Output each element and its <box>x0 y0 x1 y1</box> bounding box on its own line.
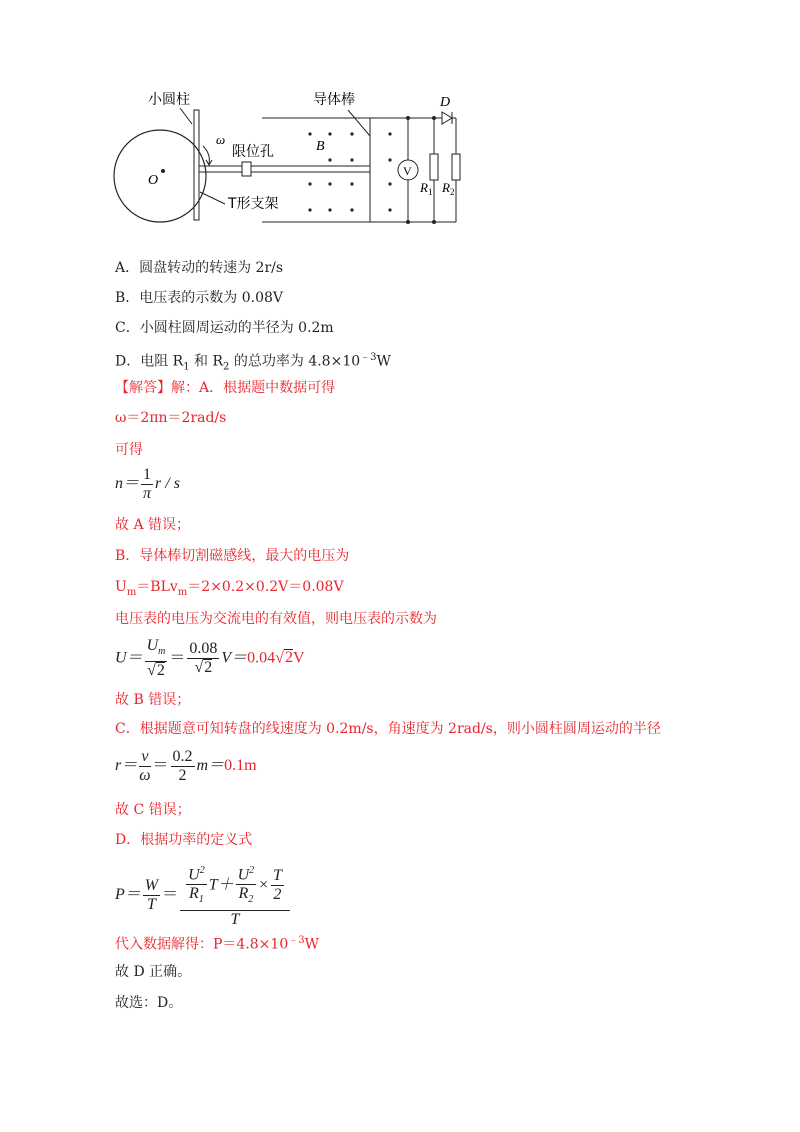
label-V: V <box>403 164 412 178</box>
solution-header: 【解答】解：A．根据题中数据可得 <box>115 380 336 396</box>
disc-center <box>161 169 165 173</box>
um-equation: $U_m=BLv_m=2\times 0.2\times 0.2V=0.08V$ <box>115 579 344 598</box>
limit-hole <box>242 162 251 176</box>
d-text: D．根据功率的定义式 <box>115 832 253 848</box>
n-equation: n＝ $\frac{1}{\pi}$ r / s <box>115 466 180 502</box>
r-equation: r＝ $\frac{v}{\omega}$ ＝ $\frac{0.2}{2}$ m＝0.1m <box>115 748 257 784</box>
b-text: B．导体棒切割磁感线，最大的电压为 <box>115 548 350 564</box>
d-substitution: 代入数据解得：$P=4.8\times 10^{﹣3}W$ <box>115 935 319 953</box>
c-text: C．根据题意可知转盘的线速度为 0.2m/s，角速度为 2rad/s，则小圆柱圆周运动的半径 <box>115 721 661 737</box>
b-rms: 电压表的电压为交流电的有效值，则电压表的示数为 <box>115 611 437 627</box>
label-omega: ω <box>216 132 226 147</box>
apparatus-diagram <box>108 88 480 240</box>
resistor-r2 <box>452 154 460 180</box>
option-d: D．电阻 $R_1$ 和 $R_2$ 的总功率为 $4.8\times 10^{﹣3}W$ <box>115 352 391 373</box>
omega-equation: ω＝2πn＝2rad/s <box>115 410 227 426</box>
c-wrong: 故 C 错误； <box>115 802 191 818</box>
option-a: A．圆盘转动的转速为 2r/s <box>115 260 284 276</box>
label-D: D <box>440 95 451 110</box>
label-B: B <box>316 139 325 154</box>
label-R1: $R_1$ <box>420 180 433 197</box>
d-right: 故 D 正确。 <box>115 964 192 980</box>
option-b: B．电压表的示数为 0.08V <box>115 290 284 306</box>
label-cylinder: 小圆柱 <box>148 92 190 108</box>
label-R2: $R_2$ <box>442 180 455 197</box>
label-hole: 限位孔 <box>232 144 274 160</box>
label-O: O <box>148 173 159 188</box>
resistor-r1 <box>430 154 438 180</box>
label-rod: 导体棒 <box>313 92 355 108</box>
diode <box>442 112 452 124</box>
a-wrong: 故 A 错误； <box>115 517 191 533</box>
label-frame: T形支架 <box>228 196 279 212</box>
p-equation: P＝ $\frac{W}{T}$ ＝ $\frac{U^2}{R_1}$ T＋ $\frac{U^2}{R_2}$ × $\frac{T}{2}$ T <box>115 862 292 929</box>
option-c: C．小圆柱圆周运动的半径为 0.2m <box>115 320 334 336</box>
b-wrong: 故 B 错误； <box>115 692 191 708</box>
u-equation: U＝ $\frac{U_m}{√2}$ ＝ $\frac{0.08}{√2}$ V＝0.04√2V <box>115 637 305 680</box>
keyde: 可得 <box>115 442 143 458</box>
disc <box>114 130 206 222</box>
final-choice: 故选：D。 <box>115 995 183 1011</box>
